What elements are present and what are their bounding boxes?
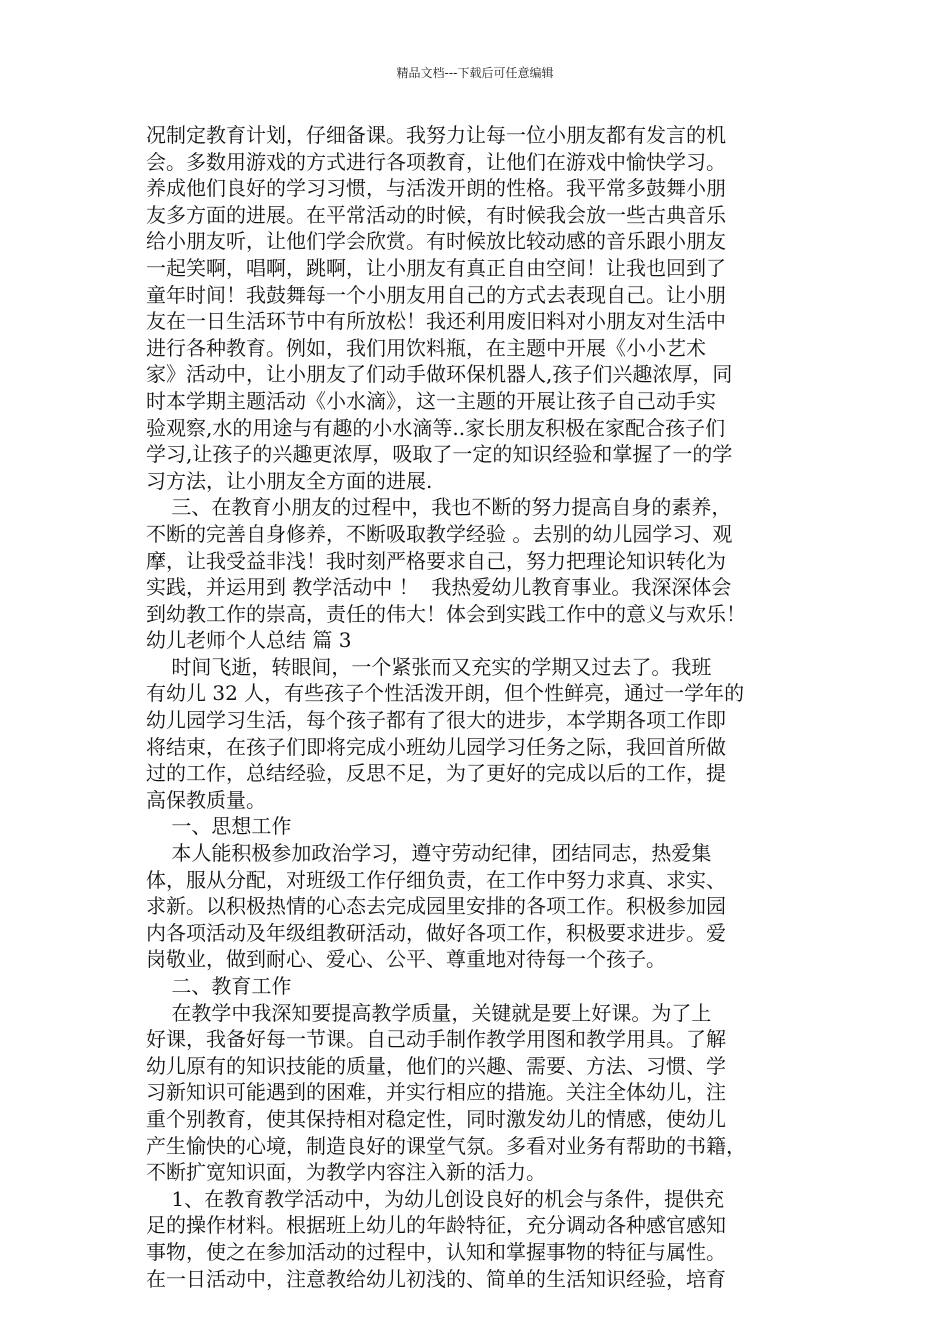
page-header: 精品文档---下载后可任意编辑 [396,66,554,80]
text-line: 给小朋友听，让他们学会欣赏。有时候放比较动感的音乐跟小朋友 [146,229,726,254]
text-line: 童年时间！我鼓舞每一个小朋友用自己的方式去表现自己。让小朋 [146,282,726,307]
text-line: 产生愉快的心境，制造良好的课堂气氛。多看对业务有帮助的书籍， [146,1133,746,1158]
text-line: 摩，让我受益非浅！我时刻严格要求自己，努力把理论知识转化为 [146,548,726,573]
text-line: 过的工作，总结经验，反思不足，为了更好的完成以后的工作，提 [146,761,726,786]
text-line: 不断扩宽知识面，为教学内容注入新的活力。 [146,1160,546,1185]
text-line: 足的操作材料。根据班上幼儿的年龄特征，充分调动各种感官感知 [146,1213,726,1238]
text-line: 会。多数用游戏的方式进行各项教育，让他们在游戏中愉快学习。 [146,149,726,174]
text-line: 一起笑啊，唱啊，跳啊，让小朋友有真正自由空间！让我也回到了 [146,255,726,280]
text-line: 幼儿原有的知识技能的质量，他们的兴趣、需要、方法、习惯、学 [146,1053,726,1078]
text-line: 高保教质量。 [146,787,266,812]
text-line: 友多方面的进展。在平常活动的时候，有时候我会放一些古典音乐 [146,202,726,227]
text-line: 习新知识可能遇到的困难，并实行相应的措施。关注全体幼儿，注 [146,1080,726,1105]
text-line: 在一日活动中，注意教给幼儿初浅的、简单的生活知识经验，培育 [146,1266,726,1291]
text-line: 好课，我备好每一节课。自己动手制作教学用图和教学用具。了解 [146,1027,726,1052]
text-line: 一、思想工作 [146,814,292,839]
text-line: 求新。以积极热情的心态去完成园里安排的各项工作。积极参加园 [146,894,726,919]
text-line: 到幼教工作的崇高，责任的伟大！体会到实践工作中的意义与欢乐！ [146,601,746,626]
text-line: 二、教育工作 [146,974,292,998]
text-line: 将结束，在孩子们即将完成小班幼儿园学习任务之际，我回首所做 [146,734,726,759]
text-line: 重个别教育，使其保持相对稳定性，同时激发幼儿的情感，使幼儿 [146,1106,726,1131]
text-line: 体，服从分配，对班级工作仔细负责，在工作中努力求真、求实、 [146,867,726,892]
text-line: 三、在教育小朋友的过程中，我也不断的努力提高自身的素养， [146,495,732,520]
text-line: 内各项活动及年级组教研活动，做好各项工作，积极要求进步。爱 [146,920,726,945]
text-line: 习方法，让小朋友全方面的进展. [146,468,433,493]
text-line: 时本学期主题活动《小水滴》，这一主题的开展让孩子自己动手实 [146,388,716,413]
text-line: 有幼儿 32 人，有些孩子个性活泼开朗，但个性鲜亮，通过一学年的 [146,681,745,706]
text-line: 幼儿园学习生活，每个孩子都有了很大的进步，本学期各项工作即 [146,708,726,733]
text-line: 时间飞逝，转眼间，一个紧张而又充实的学期又过去了。我班 [146,654,712,679]
text-line: 家》活动中，让小朋友了们动手做环保机器人,孩子们兴趣浓厚，同 [146,362,733,387]
text-line: 幼儿老师个人总结 篇 3 [146,628,352,653]
document-body [146,122,826,1292]
text-line: 本人能积极参加政治学习，遵守劳动纪律，团结同志，热爱集 [146,841,712,866]
text-line: 1、在教育教学活动中，为幼儿创设良好的机会与条件，提供充 [146,1186,725,1211]
text-line: 进行各种教育。例如，我们用饮料瓶，在主题中开展《小小艺术 [146,335,706,360]
text-line: 实践，并运用到 教学活动中 ！ 我热爱幼儿教育事业。我深深体会 [146,575,732,600]
text-line: 友在一日生活环节中有所放松！我还利用废旧料对小朋友对生活中 [146,309,726,334]
text-line: 学习,让孩子的兴趣更浓厚，吸取了一定的知识经验和掌握了一的学 [146,442,733,467]
text-line: 养成他们良好的学习习惯，与活泼开朗的性格。我平常多鼓舞小朋 [146,176,726,201]
text-line: 事物，使之在参加活动的过程中，认知和掌握事物的特征与属性。 [146,1239,726,1264]
text-line: 岗敬业，做到耐心、爱心、公平、尊重地对待每一个孩子。 [146,947,666,972]
text-line: 在教学中我深知要提高教学质量，关键就是要上好课。为了上 [146,1000,712,1025]
text-line: 不断的完善自身修养，不断吸取教学经验 。去别的幼儿园学习、观 [146,521,733,546]
text-line: 况制定教育计划，仔细备课。我努力让每一位小朋友都有发言的机 [146,123,726,147]
text-line: 验观察,水的用途与有趣的小水滴等..家长朋友积极在家配合孩子们 [146,415,726,440]
